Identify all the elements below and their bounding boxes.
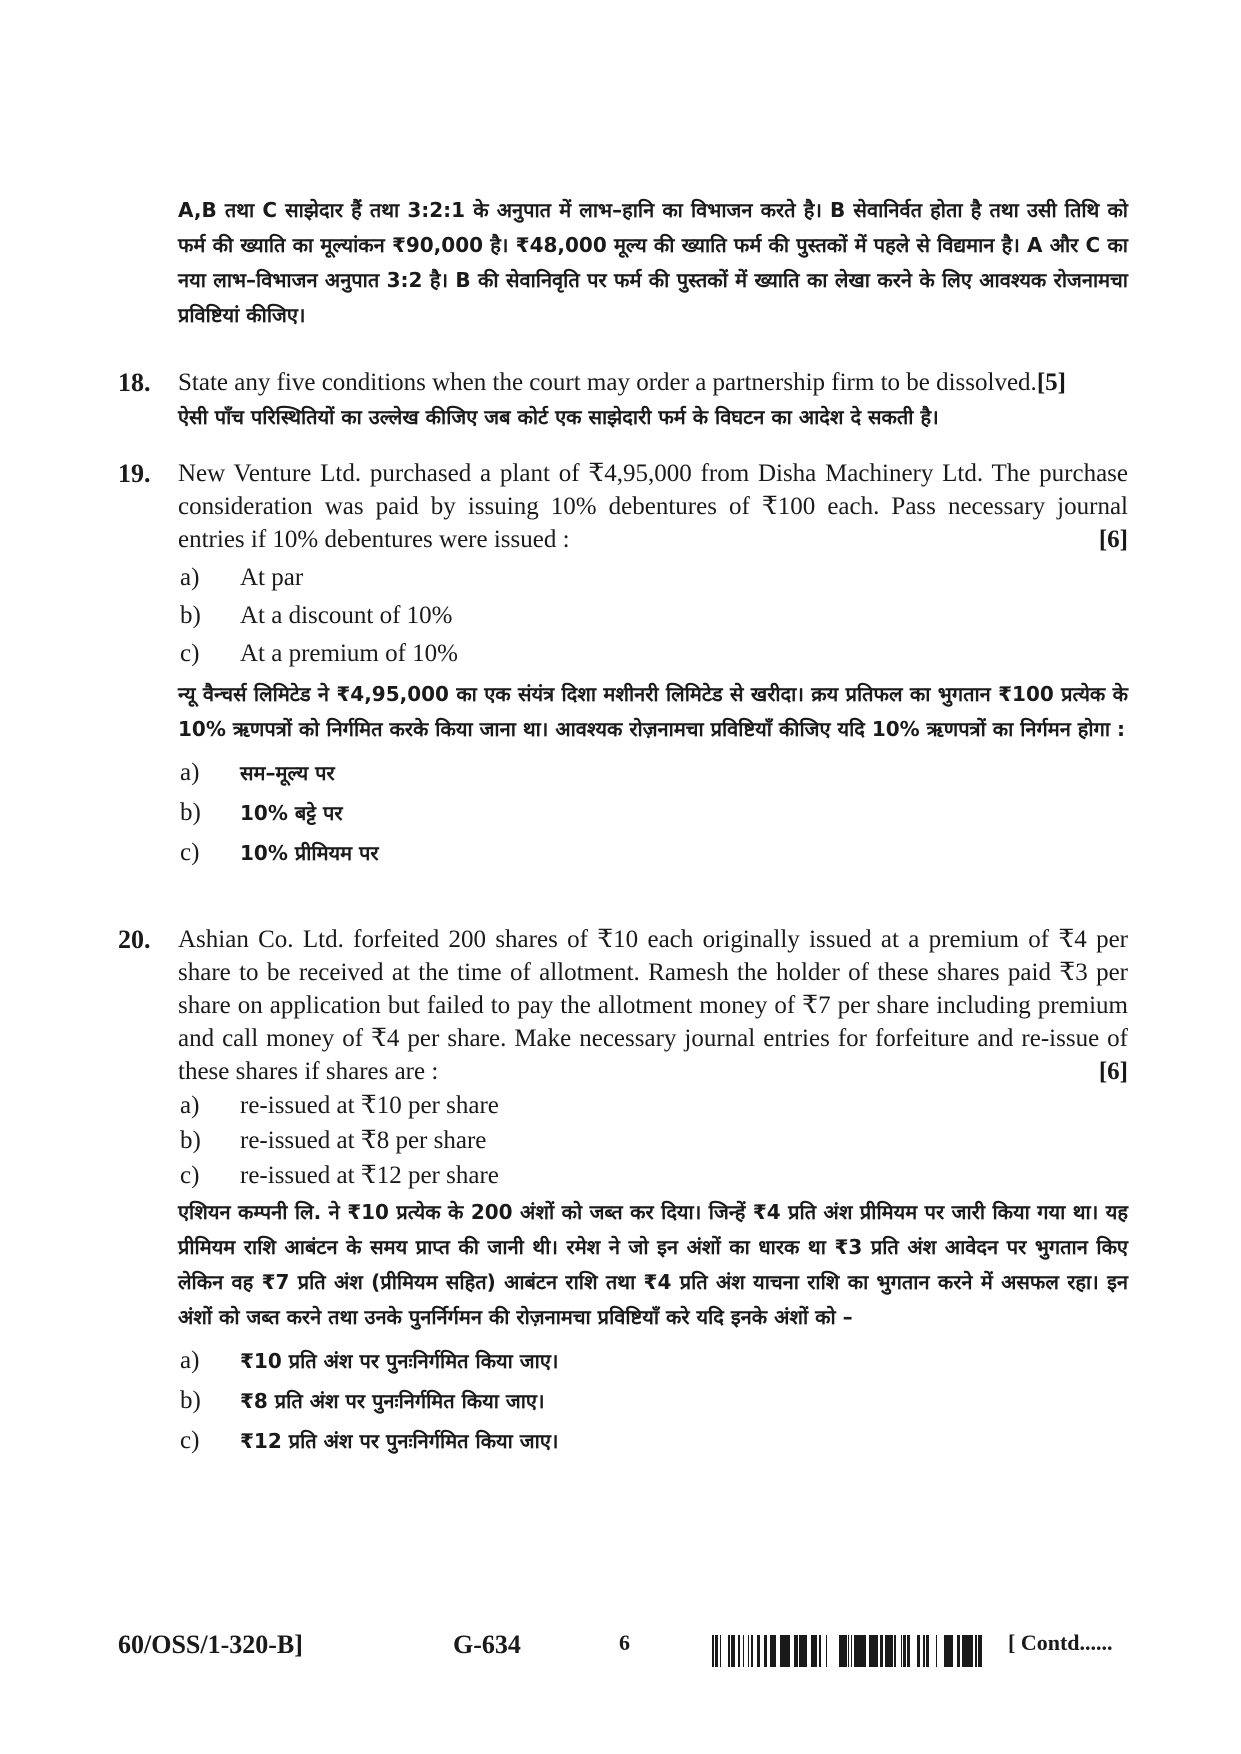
question-20-options-en xyxy=(178,1088,1128,1193)
option-b-hindi: b) ₹8 प्रति अंश पर पुनःनिर्गमित किया जाए। xyxy=(180,1387,545,1414)
question-20-hindi: एशियन कम्पनी लि. ने ₹10 प्रत्येक के 200 अंशों को जब्त कर दिया। जिन्हें ₹4 प्रति अंश प्रीमियम पर जारी किया गया था। यह प्रीमियम राशि आबंटन के समय प्राप्त की जानी थी। रमेश ने जो इन अंशों का धारक था ₹3 प्रति अंश आवेदन पर भुगतान किए लेकिन वह ₹7 प्रति अंश (प्रीमियम सहित) आबंटन राशि तथा ₹4 प्रति अंश याचना राशि का भुगतान करने में असफल रहा। इन अंशों को जब्त करने तथा उनके पुनर्निर्गमन की रोज़नामचा प्रविष्टियाँ करे यदि इनके अंशों को – xyxy=(178,1200,1128,1329)
question-19-english xyxy=(178,457,1128,556)
footer-continued: [ Contd...... xyxy=(1008,1630,1113,1655)
question-19-options-hi xyxy=(178,753,1128,873)
option-a: a) At par xyxy=(180,564,304,591)
option-c-hindi: c) 10% प्रीमियम पर xyxy=(180,839,379,866)
question-19-hindi: न्यू वैन्चर्स लिमिटेड ने ₹4,95,000 का एक संयंत्र दिशा मशीनरी लिमिटेड से खरीदा। क्रय प्रतिफल का भुगतान ₹100 प्रत्येक के 10% ऋणपत्रों को निर्गमित करके किया जाना था। आवश्यक रोज़नामचा प्रविष्टियाँ कीजिए यदि 10% ऋणपत्रों का निर्गमन होगा : xyxy=(178,682,1128,741)
question-19-number: 19. xyxy=(118,459,151,488)
question-20-options-hi xyxy=(178,1341,1128,1461)
barcode xyxy=(712,1635,982,1667)
question-18-block xyxy=(178,366,1128,435)
option-b-hindi: b) 10% बट्टे पर xyxy=(180,799,343,826)
footer-page-number: 6 xyxy=(619,1630,630,1655)
option-c-hindi: c) ₹12 प्रति अंश पर पुनःनिर्गमित किया जाए। xyxy=(180,1427,559,1454)
question-18-number: 18. xyxy=(118,368,151,397)
option-c: c) At a premium of 10% xyxy=(180,640,459,667)
footer-code: 60/OSS/1-320-B] xyxy=(118,1630,303,1659)
question-20-english-text: Ashian Co. Ltd. forfeited 200 shares of ₹10 each originally issued at a premium of ₹4 per share to be received at the time of allotment. Ramesh the holder of these shares paid ₹3 per share on application but failed to pay the allotment money of ₹7 per share including premium and call money of ₹4 per share. Make necessary journal entries for forfeiture and re-issue of these shares if shares are : xyxy=(178,926,1128,1085)
question-17-hindi-text: A,B तथा C साझेदार हैं तथा 3:2:1 के अनुपात में लाभ–हानि का विभाजन करते है। B सेवानिर्वत होता है तथा उसी तिथि को फर्म की ख्याति का मूल्यांकन ₹90,000 है। ₹48,000 मूल्य की ख्याति फर्म की पुस्तकों में पहले से विद्यमान है। A और C का नया लाभ–विभाजन अनुपात 3:2 है। B की सेवानिवृति पर फर्म की पुस्तकों में ख्याति का लेखा करने के लिए आवश्यक रोजनामचा प्रविष्टियां कीजिए। xyxy=(178,198,1128,327)
question-17-hindi-block xyxy=(178,193,1128,333)
question-20-number: 20. xyxy=(118,925,151,954)
question-18-english-text: State any five conditions when the court may order a partnership firm to be dissolved. xyxy=(178,369,1037,396)
question-18-marks: [5] xyxy=(1036,369,1066,396)
question-19-marks: [6] xyxy=(1098,526,1128,553)
option-a: a) re-issued at ₹10 per share xyxy=(180,1092,499,1119)
footer-paper-code: G-634 xyxy=(453,1630,521,1659)
question-18-english xyxy=(178,366,1128,399)
option-b: b) At a discount of 10% xyxy=(180,602,453,629)
question-20-english xyxy=(178,923,1128,1088)
option-a-hindi: a) ₹10 प्रति अंश पर पुनःनिर्गमित किया जाए। xyxy=(180,1347,559,1374)
option-b: b) re-issued at ₹8 per share xyxy=(180,1127,487,1154)
question-20-block xyxy=(178,923,1128,1461)
question-18-hindi: ऐसी पाँच परिस्थितियों का उल्लेख कीजिए जब कोर्ट एक साझेदारी फर्म के विघटन का आदेश दे सकती है। xyxy=(178,405,939,429)
option-c: c) re-issued at ₹12 per share xyxy=(180,1162,499,1189)
question-20-marks: [6] xyxy=(1098,1058,1128,1085)
question-19-options-en xyxy=(178,559,1128,673)
question-19-english-text: New Venture Ltd. purchased a plant of ₹4,95,000 from Disha Machinery Ltd. The purchase consideration was paid by issuing 10% debentures of ₹100 each. Pass necessary journal entries if 10% debentures were issued : xyxy=(178,460,1128,553)
option-a-hindi: a) सम–मूल्य पर xyxy=(180,759,335,786)
question-19-block xyxy=(178,457,1128,873)
